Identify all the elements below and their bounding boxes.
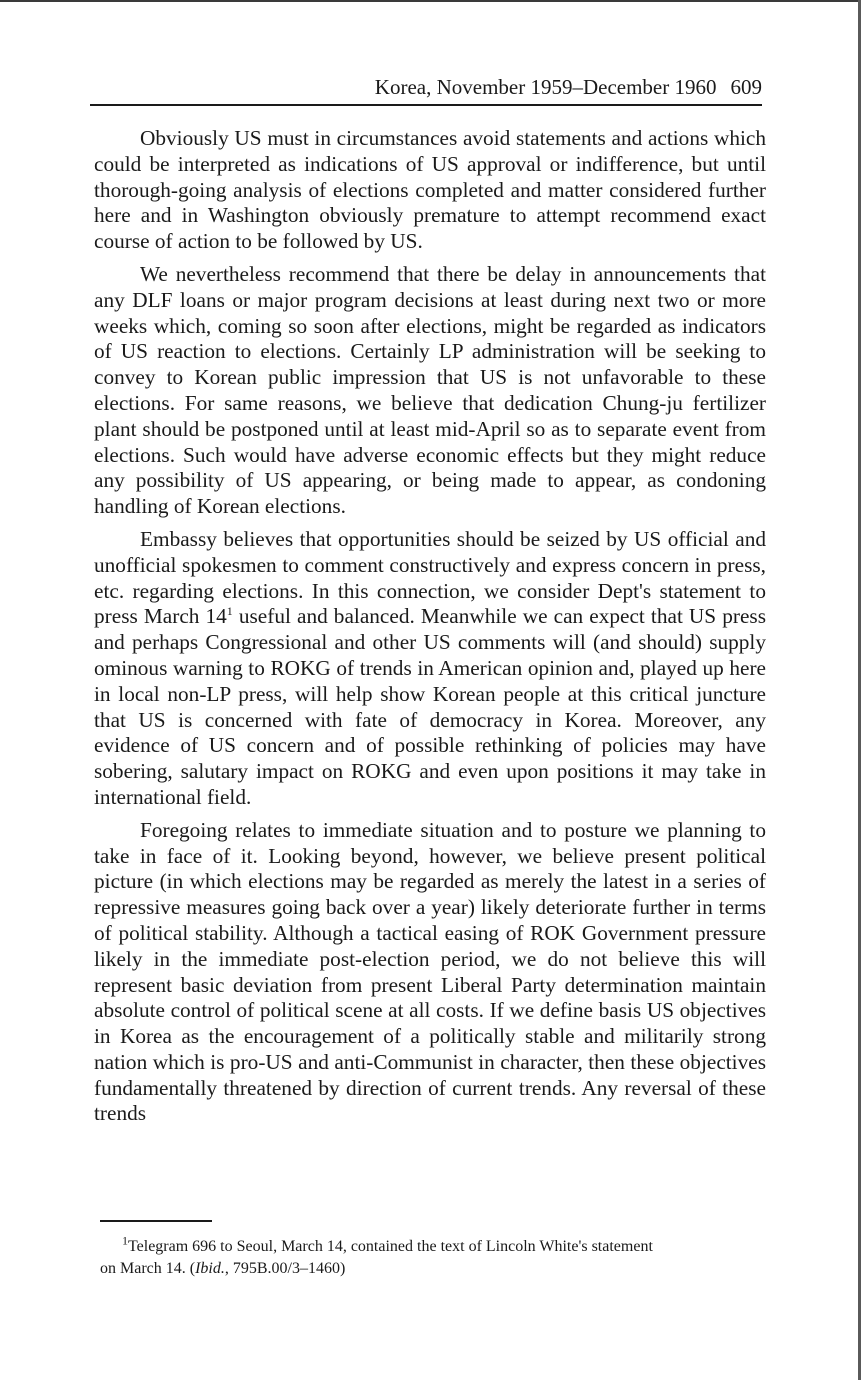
footnote-text-2b: , 795B.00/3–1460) <box>224 1260 346 1277</box>
footnote <box>100 1233 772 1280</box>
page-number: 609 <box>730 75 762 99</box>
paragraph-3-text-a: Embassy believes that opportunities should be seized by US official and unofficial spokesmen to comment constructively and express concern in press, etc. regarding elections. In this connection, we consider Dept's statement to press March 14 <box>94 526 766 629</box>
footnote-ibid: Ibid. <box>195 1260 225 1277</box>
footnote-reference: 1 <box>226 604 233 619</box>
footnote-text-1: Telegram 696 to Seoul, March 14, contained the text of Lincoln White's statement <box>128 1238 653 1255</box>
paragraph-2: We nevertheless recommend that there be delay in announcements that any DLF loans or major program decisions at least during next two or more weeks which, coming so soon after elections, might be regarded as indicators of US reaction to elections. Certainly LP administration will be seeking to convey to Korean public impression that US is not unfavorable to these elections. For same reasons, we believe that dedication Chung-ju fertilizer plant should be postponed until at least mid-April so as to separate event from elections. Such would have adverse economic effects but they might reduce any possibility of US appearing, or being made to appear, as condoning handling of Korean elections. <box>94 261 766 519</box>
paragraph-4: Foregoing relates to immediate situation and to posture we planning to take in face of it. Looking beyond, however, we believe present political picture (in which elections may be regarded as merely the latest in a series of repressive measures going back over a year) likely deteriorate further in terms of political stability. Although a tactical easing of ROK Government pressure likely in the immediate post-election period, we do not believe this will represent basic deviation from present Liberal Party determination maintain absolute control of political scene at all costs. If we define basis US objectives in Korea as the encouragement of a politically stable and militarily strong nation which is pro-US and anti-Communist in character, then these objectives fundamentally threatened by direction of current trends. Any reversal of these trends <box>94 817 766 1126</box>
footnote-text-2a: on March 14. ( <box>100 1260 196 1277</box>
footnote-line-2 <box>100 1258 772 1280</box>
footnote-line-1 <box>122 1233 772 1258</box>
paragraph-1: Obviously US must in circumstances avoid statements and actions which could be interpreted as indications of US approval or indifference, but until thorough-going analysis of elections completed and matter considered further here and in Washington obviously premature to attempt recommend exact course of action to be followed by US. <box>94 126 766 254</box>
document-body <box>94 126 766 1134</box>
footnote-marker: 1 <box>122 1233 128 1248</box>
page-edge-top <box>0 0 861 2</box>
running-header <box>90 72 762 106</box>
header-title: Korea, November 1959–December 1960 <box>374 75 717 99</box>
paragraph-3 <box>94 527 766 811</box>
footnote-rule <box>100 1220 212 1222</box>
paragraph-3-text-b: useful and balanced. Meanwhile we can expect that US press and perhaps Congressional and other US comments will (and should) supply ominous warning to ROKG of trends in American opinion and, played up here in local non-LP press, will help show Korean people at this critical juncture that US is concerned with fate of democracy in Korea. Moreover, any evidence of US concern and of possible rethinking of policies may have sobering, salutary impact on ROKG and even upon positions it may take in international field. <box>94 604 766 809</box>
